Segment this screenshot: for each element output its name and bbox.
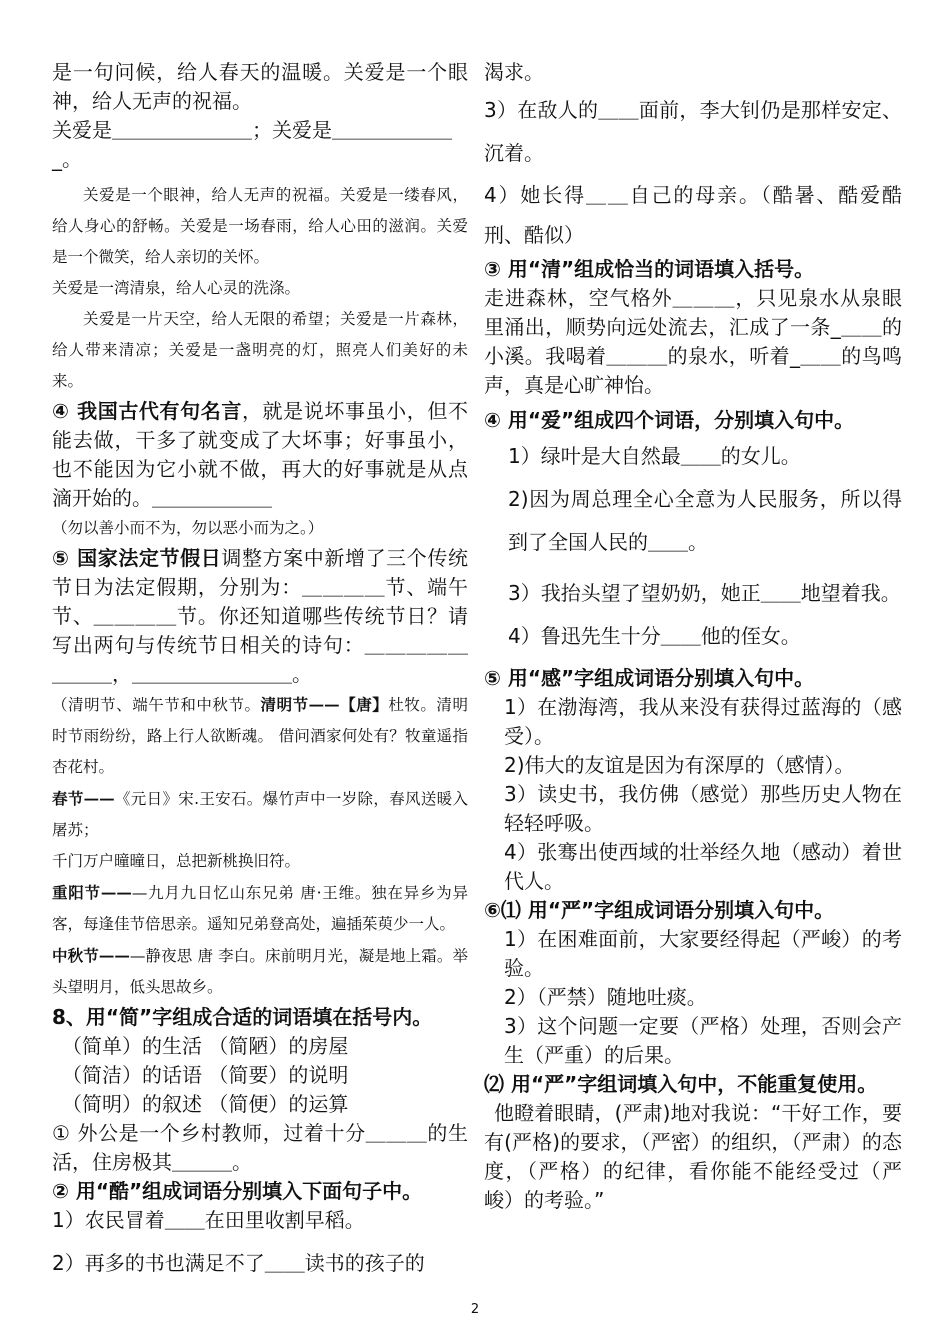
chunjie-poem: 《元日》宋.王安石。爆竹声中一岁除，春风送暖入屠苏； <box>52 790 468 839</box>
q5-answer-qingming <box>52 689 468 783</box>
gan-sentence-2: 2)伟大的友谊是因为有深厚的（感情）。 <box>504 753 855 777</box>
ai-sentence-3: 3）我抬头望了望奶奶，她正＿＿地望着我。 <box>508 581 901 605</box>
q5-gan-title: ⑤ 用“感”字组成词语分别填入句中。 <box>484 666 815 690</box>
q3-title: ③ 用“清”组成恰当的词语填入括号。 <box>484 257 815 281</box>
q5-answer-chunjie <box>52 783 468 846</box>
q4-text: ，就是说坏事虽小，但不能去做，干多了就变成了大坏事；好事虽小，也不能因为它小就不做，再大的好事就是从点滴开始的。＿＿＿＿＿＿ <box>52 399 468 510</box>
q4-ai-title: ④ 用“爱”组成四个词语，分别填入句中。 <box>484 408 855 432</box>
ku-sentence-2: 2）再多的书也满足不了＿＿读书的孩子的 <box>52 1251 425 1275</box>
right-column <box>484 58 902 1215</box>
q5-holidays <box>52 544 468 689</box>
q5-answer-intro: （清明节、端午节和中秋节。 <box>52 696 261 714</box>
qingming-poem: 杜牧。清明时节雨纷纷，路上行人欲断魂。 借问酒家何处有？牧童遥指杏花村。 <box>52 696 468 776</box>
care-fill-blank: 关爱是＿＿＿＿＿＿＿；关爱是＿＿＿＿＿＿_。 <box>52 118 452 171</box>
ku-sentence-4: 4）她长得＿＿自己的母亲。（酷暑、酷爱酷刑、酷似） <box>484 183 902 247</box>
chongyang-poem: —九月九日忆山东兄弟 唐·王维。独在异乡为异客，每逢佳节倍思亲。遥知兄弟登高处，遍插茱萸少一人。 <box>52 884 468 933</box>
q4-proverb <box>52 397 468 513</box>
q8-row-2: （简洁）的话语 （简要）的说明 <box>62 1063 349 1087</box>
q4-label: ④ 我国古代有句名言 <box>52 399 242 423</box>
zhongqiu-label: 中秋节—— <box>52 946 130 965</box>
care-answer-2: 关爱是一湾清泉，给人心灵的洗涤。 <box>52 279 301 297</box>
ai-sentence-4: 4）鲁迅先生十分＿＿他的侄女。 <box>508 624 801 648</box>
q8-2-title: ② 用“酷”组成词语分别填入下面句子中。 <box>52 1179 423 1203</box>
care-answer-1: 关爱是一个眼神，给人无声的祝福。关爱是一缕春风，给人身心的舒畅。关爱是一场春雨，给人心田的滋润。关爱是一个微笑，给人亲切的关怀。 <box>52 186 468 266</box>
q8-row-3: （简明）的叙述 （简便）的运算 <box>62 1092 349 1116</box>
q4-answer: （勿以善小而不为，勿以恶小而为之。） <box>52 519 324 537</box>
q8-title: 8、用“简”字组成合适的词语填在括号内。 <box>52 1005 433 1029</box>
ai-sentence-1: 1）绿叶是大自然最＿＿的女儿。 <box>508 444 801 468</box>
q5-text: 调整方案中新增了三个传统节日为法定假期，分别为：＿＿＿＿节、端午节、＿＿＿＿节。你还知道哪些传统节日？请写出两句与传统节日相关的诗句：＿＿＿＿＿＿＿＿，＿＿＿＿＿＿＿＿。 <box>52 546 468 686</box>
gan-sentence-3: 3）读史书，我仿佛（感觉）那些历史人物在轻轻呼吸。 <box>504 782 902 835</box>
left-column <box>52 58 468 1278</box>
care-answer-3: 关爱是一片天空，给人无限的希望；关爱是一片森林，给人带来清凉；关爱是一盏明亮的灯，照亮人们美好的未来。 <box>52 310 468 390</box>
yan-sentence-1: 1）在困难面前，大家要经得起（严峻）的考验。 <box>504 927 902 980</box>
yan-sentence-2: 2）（严禁）随地吐痰。 <box>504 985 707 1009</box>
q5-answer-zhongqiu <box>52 940 468 1003</box>
ku-sentence-3: 3）在敌人的＿＿面前，李大钊仍是那样安定、沉着。 <box>484 98 902 165</box>
q6-b-title: ⑵ 用“严”字组词填入句中，不能重复使用。 <box>484 1072 878 1096</box>
q5-answer-chongyang <box>52 877 468 940</box>
zhongqiu-poem: —静夜思 唐 李白。床前明月光，凝是地上霜。举头望明月，低头思故乡。 <box>52 947 468 996</box>
q5-label: ⑤ 国家法定节假日 <box>52 546 222 570</box>
yan-sentence-3: 3）这个问题一定要（严格）处理，否则会产生（严重）的后果。 <box>504 1014 902 1067</box>
gan-sentence-4: 4）张骞出使西域的壮举经久地（感动）着世代人。 <box>504 840 902 893</box>
ku-sentence-1: 1）农民冒着＿＿在田里收割早稻。 <box>52 1208 365 1232</box>
chongyang-label: 重阳节—— <box>52 883 132 902</box>
qingming-label: 清明节——【唐】 <box>260 695 389 714</box>
q8-row-1: （简单）的生活 （简陋）的房屋 <box>62 1034 349 1058</box>
q6-yan-title: ⑥⑴ 用“严”字组成词语分别填入句中。 <box>484 898 835 922</box>
q8-sentence-1: ① 外公是一个乡村教师，过着十分＿＿＿的生活，住房极其＿＿＿。 <box>52 1121 468 1174</box>
page-number: 2 <box>470 1302 480 1317</box>
chunjie-poem-2: 千门万户曈曈日，总把新桃换旧符。 <box>52 852 301 870</box>
ku-continuation: 渴求。 <box>484 60 544 84</box>
chunjie-label: 春节—— <box>52 789 115 808</box>
q6-b-text: 他瞪着眼睛，(严肃)地对我说：“干好工作，要有(严格)的要求，（严密）的组织，（严肃）的态度，（严格）的纪律，看你能不能经受过（严峻）的考验。” <box>484 1101 902 1212</box>
ai-sentence-2: 2)因为周总理全心全意为人民服务，所以得到了全国人民的＿＿。 <box>508 487 902 554</box>
gan-sentence-1: 1）在渤海湾，我从来没有获得过蓝海的（感受）。 <box>504 695 902 748</box>
q3-text: 走进森林，空气格外＿＿＿，只见泉水从泉眼里涌出，顺势向远处流去，汇成了一条_＿＿的小溪。我喝着＿＿＿的泉水，听着_＿＿的鸟鸣声，真是心旷神怡。 <box>484 286 902 397</box>
care-intro: 是一句问候，给人春天的温暖。关爱是一个眼神，给人无声的祝福。 <box>52 60 468 113</box>
